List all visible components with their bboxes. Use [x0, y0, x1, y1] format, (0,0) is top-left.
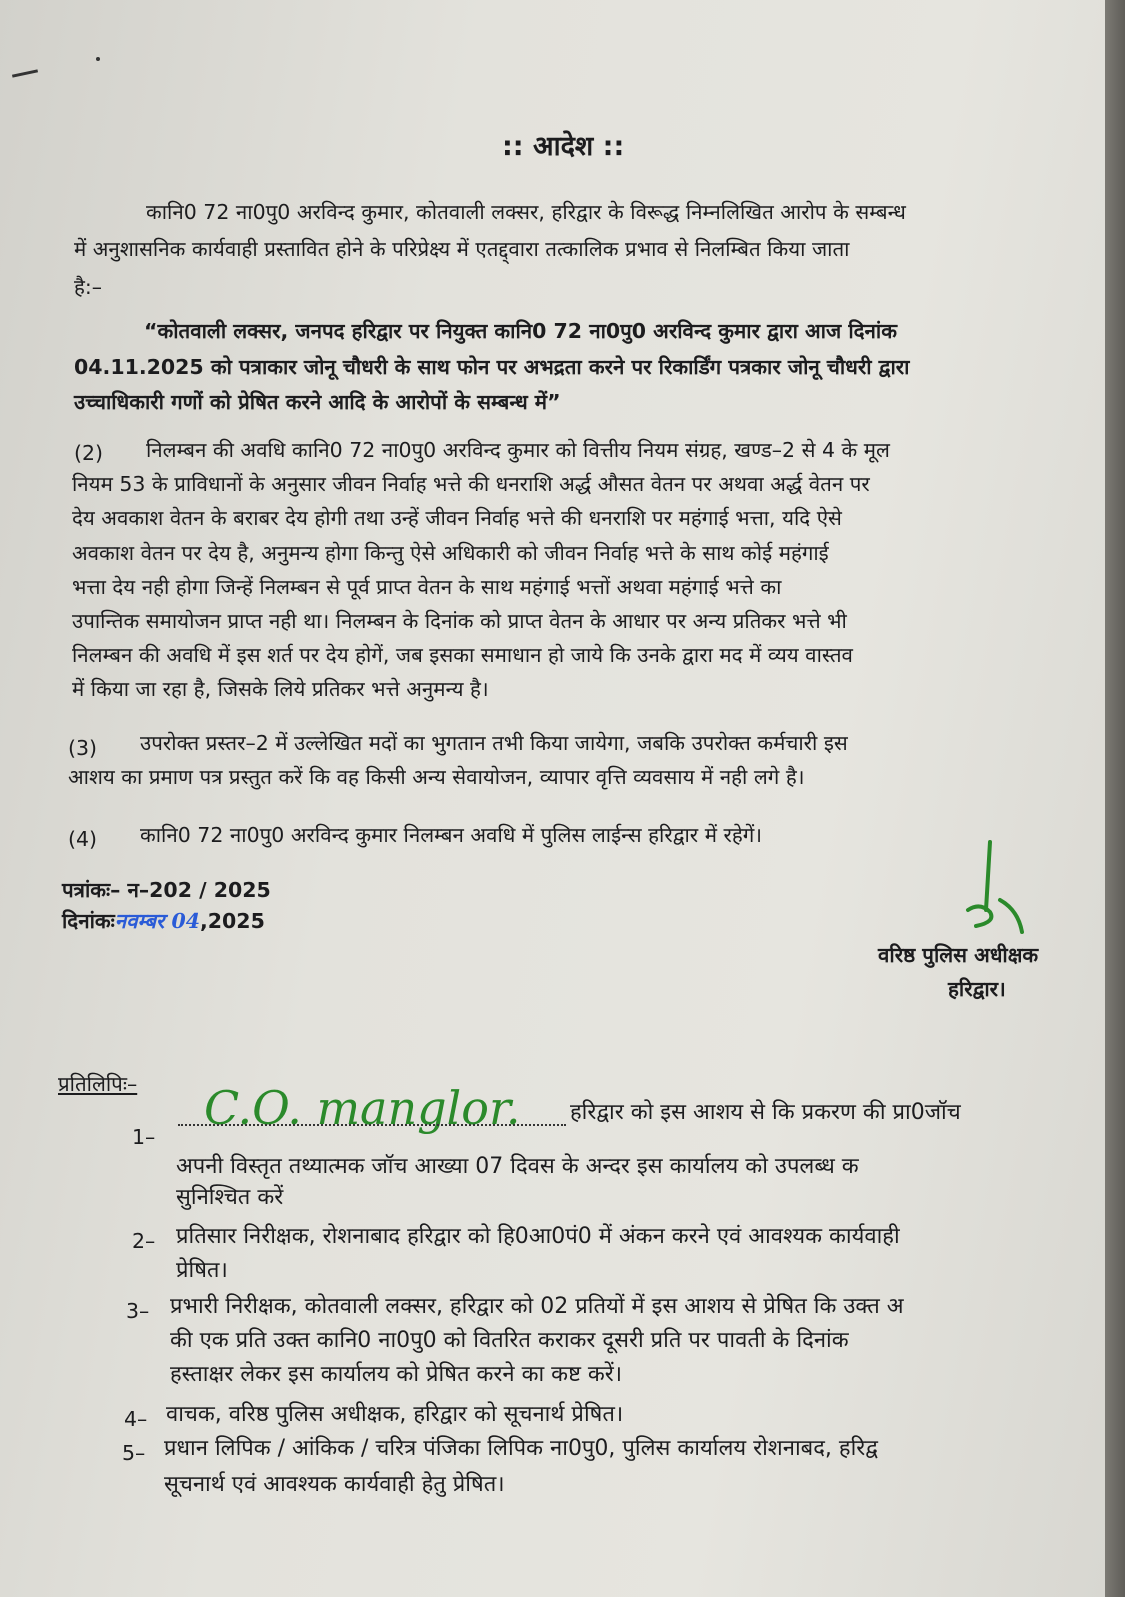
intro-line: है:– [74, 275, 103, 299]
para2-line: निलम्बन की अवधि में इस शर्त पर देय होगें, जब इसका समाधान हो जाये कि उनके द्वारा मद में व्यय वास्तव [72, 643, 853, 667]
copy-number: 3– [126, 1299, 150, 1323]
charge-line: “कोतवाली लक्सर, जनपद हरिद्वार पर नियुक्त कानि0 72 ना0पु0 अरविन्द कुमार द्वारा आज दिनांक [144, 319, 897, 343]
para-number: (3) [68, 736, 98, 760]
para2-line: देय अवकाश वेतन के बराबर देय होगी तथा उन्हें जीवन निर्वाह भत्ते की धनराशि पर महंगाई भत्ता, यदि ऐसे [72, 506, 842, 530]
copy-number: 1– [132, 1125, 156, 1149]
order-title-text: :: आदेश :: [502, 131, 625, 162]
para-number: (2) [74, 441, 104, 465]
copy-number: 5– [122, 1441, 146, 1465]
copy-line: सुनिश्चित करें [176, 1185, 284, 1210]
copy-line: प्रतिसार निरीक्षक, रोशनाबाद हरिद्वार को हि0आ0पं0 में अंकन करने एवं आवश्यक कार्यवाही [176, 1224, 900, 1249]
para4-text: कानि0 72 ना0पु0 अरविन्द कुमार निलम्बन अवधि में पुलिस लाईन्स हरिद्वार में रहेगें। [140, 823, 763, 847]
para2-line: में किया जा रहा है, जिसके लिये प्रतिकर भत्ते अनुमन्य है। [72, 677, 489, 701]
para-number: (4) [68, 827, 98, 851]
handwritten-recipient [200, 1072, 540, 1142]
copy-line: प्रधान लिपिक / आंकिक / चरित्र पंजिका लिपिक ना0पु0, पुलिस कार्यालय रोशनाबद, हरिद्व [164, 1436, 878, 1461]
copy-line: हस्ताक्षर लेकर इस कार्यालय को प्रेषित करने का कष्ट करें। [170, 1362, 623, 1387]
date-label: दिनांकः [62, 909, 115, 933]
pen-mark [12, 69, 38, 77]
date-line [62, 908, 265, 934]
copy-line: सूचनार्थ एवं आवश्यक कार्यवाही हेतु प्रेषित। [164, 1472, 505, 1497]
para2-line: अवकाश वेतन पर देय है, अनुमन्य होगा किन्तु ऐसे अधिकारी को जीवन निर्वाह भत्ते के साथ कोई महंगाई [72, 541, 829, 565]
copy-number: 2– [132, 1229, 156, 1253]
para3-line: उपरोक्त प्रस्तर–2 में उल्लेखित मदों का भुगतान तभी किया जायेगा, जबकि उपरोक्त कर्मचारी इस [140, 731, 848, 755]
date-handwritten: नवम्बर 04 [114, 909, 200, 933]
copies-heading: प्रतिलिपिः– [58, 1072, 138, 1096]
charge-line: उच्चाधिकारी गणों को प्रेषित करने आदि के आरोपों के सम्बन्ध में” [74, 390, 561, 414]
signatory-designation: वरिष्ठ पुलिस अधीक्षक [878, 943, 1039, 967]
copy-line: प्रेषित। [176, 1258, 228, 1283]
pen-dot [96, 57, 100, 61]
table-surface [1105, 0, 1125, 1597]
date-year: ,2025 [199, 909, 265, 933]
signature [960, 840, 1040, 950]
copy-line: हरिद्वार को इस आशय से कि प्रकरण की प्रा0जॉच [570, 1100, 961, 1125]
copy-line: की एक प्रति उक्त कानि0 ना0पु0 को वितरित कराकर दूसरी प्रति पर पावती के दिनांक [170, 1328, 849, 1353]
para3-line: आशय का प्रमाण पत्र प्रस्तुत करें कि वह किसी अन्य सेवायोजन, व्यापार वृत्ति व्यवसाय में नही लगे है। [68, 765, 805, 789]
intro-line: कानि0 72 ना0पु0 अरविन्द कुमार, कोतवाली लक्सर, हरिद्वार के विरूद्ध निम्नलिखित आरोप के सम्बन्ध [146, 200, 906, 224]
intro-line: में अनुशासनिक कार्यवाही प्रस्तावित होने के परिप्रेक्ष्य में एतद्द्वारा तत्कालिक प्रभाव से निलम्बित किया जाता [74, 237, 850, 261]
para2-line: निलम्बन की अवधि कानि0 72 ना0पु0 अरविन्द कुमार को वित्तीय नियम संग्रह, खण्ड–2 से 4 के मूल [146, 438, 890, 462]
para2-line: नियम 53 के प्राविधानों के अनुसार जीवन निर्वाह भत्ते की धनराशि अर्द्ध औसत वेतन पर अथवा अर्द्ध वेतन पर [72, 472, 870, 496]
blank-line [178, 1124, 566, 1126]
para2-line: भत्ता देय नही होगा जिन्हें निलम्बन से पूर्व प्राप्त वेतन के साथ महंगाई भत्तों अथवा महंगाई भत्ते का [72, 575, 782, 599]
copy-line: अपनी विस्तृत तथ्यात्मक जॉच आख्या 07 दिवस के अन्दर इस कार्यालय को उपलब्ध क [176, 1154, 859, 1179]
signatory-place: हरिद्वार। [948, 977, 1006, 1001]
para2-line: उपान्तिक समायोजन प्राप्त नही था। निलम्बन के दिनांक को प्राप्त वेतन के आधार पर अन्य प्रतिकर भत्ते भी [72, 609, 847, 633]
copy-number: 4– [124, 1407, 148, 1431]
copy-line: प्रभारी निरीक्षक, कोतवाली लक्सर, हरिद्वार को 02 प्रतियों में इस आशय से प्रेषित कि उक्त अ [170, 1294, 904, 1319]
charge-line: 04.11.2025 को पत्राकार जोनू चौधरी के साथ फोन पर अभद्रता करने पर रिकार्डिंग पत्रकार जोनू चौधरी द्वारा [74, 355, 910, 379]
handwritten-recipient-text: C.O. manglor. [204, 1081, 521, 1135]
patrank: पत्रांकः– न–202 / 2025 [62, 878, 271, 902]
copy-line: वाचक, वरिष्ठ पुलिस अधीक्षक, हरिद्वार को सूचनार्थ प्रेषित। [166, 1402, 624, 1427]
order-title [502, 131, 625, 162]
